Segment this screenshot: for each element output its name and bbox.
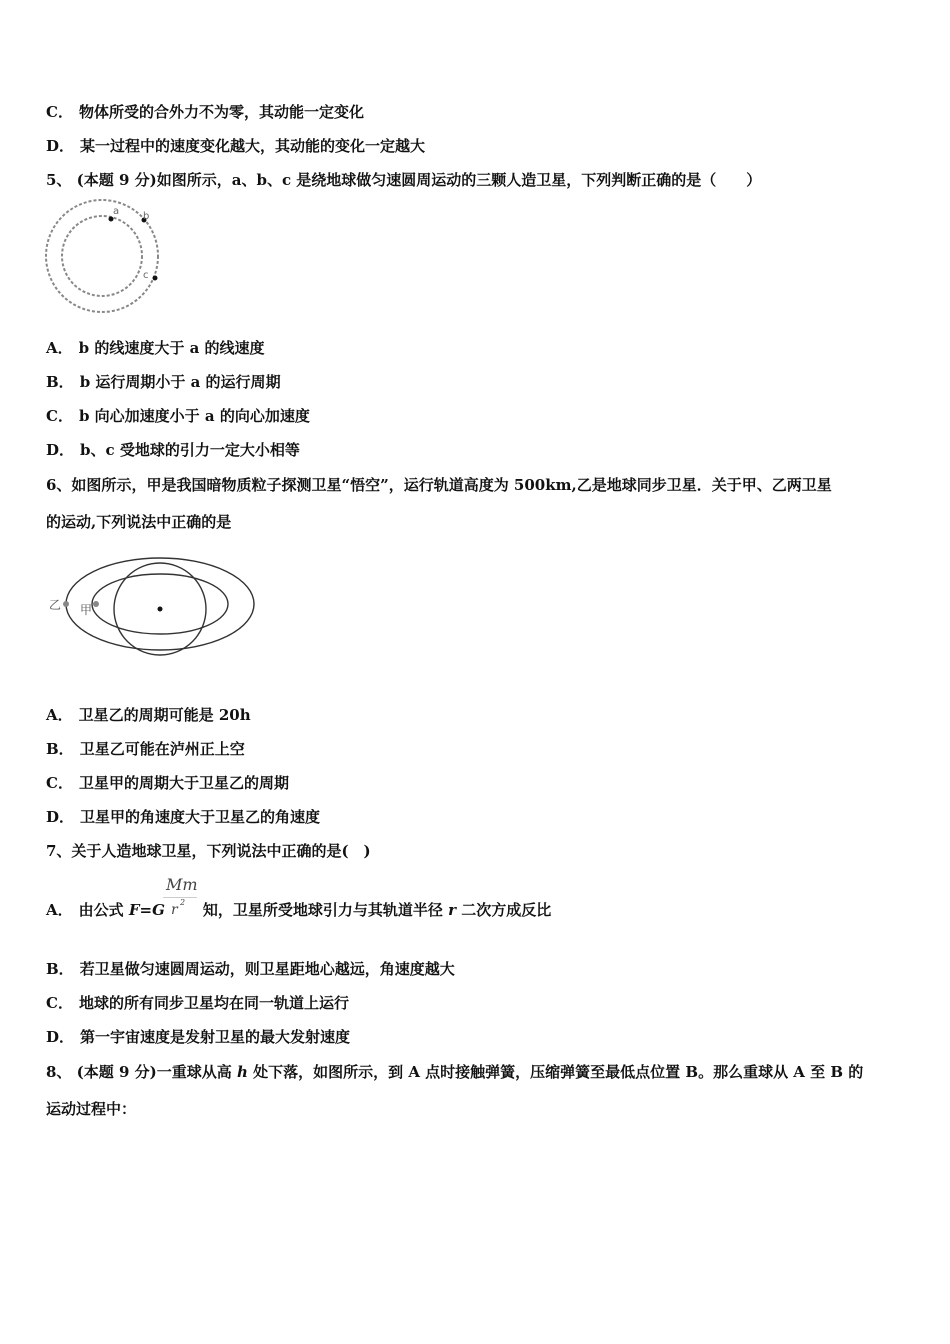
option-letter: D． xyxy=(46,808,75,826)
option-letter: B． xyxy=(46,740,74,758)
formula-f: F=G xyxy=(128,901,165,919)
var-h: h xyxy=(236,1063,248,1081)
q5-option-b xyxy=(46,372,281,392)
option-letter: C． xyxy=(46,103,73,121)
q7-option-d xyxy=(46,1027,350,1047)
label-c: c xyxy=(143,270,149,281)
option-letter: A． xyxy=(46,901,73,919)
option-text: b 运行周期小于 a 的运行周期 xyxy=(79,373,281,391)
option-suffix: 知，卫星所受地球引力与其轨道半径 xyxy=(202,901,449,919)
option-text: 第一宇宙速度是发射卫星的最大发射速度 xyxy=(80,1028,351,1046)
option-text: 卫星甲的周期大于卫星乙的周期 xyxy=(78,774,289,792)
q5-option-c xyxy=(46,406,310,426)
q6-option-b xyxy=(46,739,245,759)
q5-option-d xyxy=(46,440,300,460)
option-text: 物体所受的合外力不为零，其动能一定变化 xyxy=(78,103,364,121)
formula-numerator: Mm xyxy=(166,875,198,894)
option-letter: A． xyxy=(46,706,73,724)
option-text: 地球的所有同步卫星均在同一轨道上运行 xyxy=(78,994,349,1012)
option-letter: A． xyxy=(46,339,73,357)
inner-orbit xyxy=(62,216,142,296)
q6-option-d xyxy=(46,807,320,827)
option-text: 卫星甲的角速度大于卫星乙的角速度 xyxy=(80,808,321,826)
label-jia: 甲 xyxy=(80,603,93,617)
q6-option-c xyxy=(46,773,289,793)
label-yi: 乙 xyxy=(49,598,62,612)
satellite-a xyxy=(109,217,114,222)
option-text: 卫星乙可能在泸州正上空 xyxy=(79,740,245,758)
q4-option-d xyxy=(46,136,425,156)
q6-orbit-figure xyxy=(44,552,264,664)
option-text: 卫星乙的周期可能是 20h xyxy=(78,706,251,724)
option-letter: C． xyxy=(46,407,73,425)
inner-orbit-jia xyxy=(92,574,228,634)
option-letter: D． xyxy=(46,441,75,459)
earth-center xyxy=(158,607,163,612)
q7-stem: 7、关于人造地球卫星，下列说法中正确的是( ) xyxy=(46,842,371,860)
fraction-bar xyxy=(163,897,197,898)
option-letter: D． xyxy=(46,1028,75,1046)
q5-option-a xyxy=(46,338,265,358)
satellite-c xyxy=(153,276,158,281)
option-text: 若卫星做匀速圆周运动，则卫星距地心越远，角速度越大 xyxy=(79,960,455,978)
satellite-jia xyxy=(93,601,99,607)
formula-exponent: 2 xyxy=(180,898,186,907)
q5-stem: 5、 (本题 9 分)如图所示，a、b、c 是绕地球做匀速圆周运动的三颗人造卫星，下列判断正确的是（ ） xyxy=(46,171,762,189)
option-letter: B． xyxy=(46,373,74,391)
option-text: b 向心加速度小于 a 的向心加速度 xyxy=(78,407,310,425)
q6-stem-line2: 的运动,下列说法中正确的是 xyxy=(46,513,232,531)
q7-option-c xyxy=(46,993,349,1013)
q8-stem-line1 xyxy=(46,1062,863,1082)
option-text: b、c 受地球的引力一定大小相等 xyxy=(80,441,300,459)
formula-denominator: r xyxy=(171,902,178,918)
option-prefix: 由公式 xyxy=(78,901,129,919)
q7-option-a xyxy=(46,900,551,920)
q5-orbit-figure xyxy=(40,196,170,322)
option-letter: C． xyxy=(46,994,73,1012)
var-r: r xyxy=(448,901,457,919)
option-text: 某一过程中的速度变化越大，其动能的变化一定越大 xyxy=(80,137,426,155)
satellite-yi xyxy=(63,601,69,607)
option-suffix2: 二次方成反比 xyxy=(456,901,552,919)
q7-option-b xyxy=(46,959,455,979)
option-letter: D． xyxy=(46,137,75,155)
label-b: b xyxy=(143,211,150,222)
q4-option-c xyxy=(46,102,364,122)
q8-stem-part2: 处下落，如图所示，到 A 点时接触弹簧，压缩弹簧至最低点位置 B。那么重球从 A 至 B 的 xyxy=(247,1063,864,1081)
q6-option-a xyxy=(46,705,251,725)
label-a: a xyxy=(113,206,120,217)
option-letter: B． xyxy=(46,960,74,978)
q8-stem-part1: 8、 (本题 9 分)一重球从高 xyxy=(46,1063,237,1081)
q8-stem-line2: 运动过程中： xyxy=(46,1100,137,1118)
option-letter: C． xyxy=(46,774,73,792)
q6-stem-line1: 6、如图所示，甲是我国暗物质粒子探测卫星“悟空”，运行轨道高度为 500km,乙是地球同步卫星．关于甲、乙两卫星 xyxy=(46,476,832,494)
option-text: b 的线速度大于 a 的线速度 xyxy=(78,339,265,357)
